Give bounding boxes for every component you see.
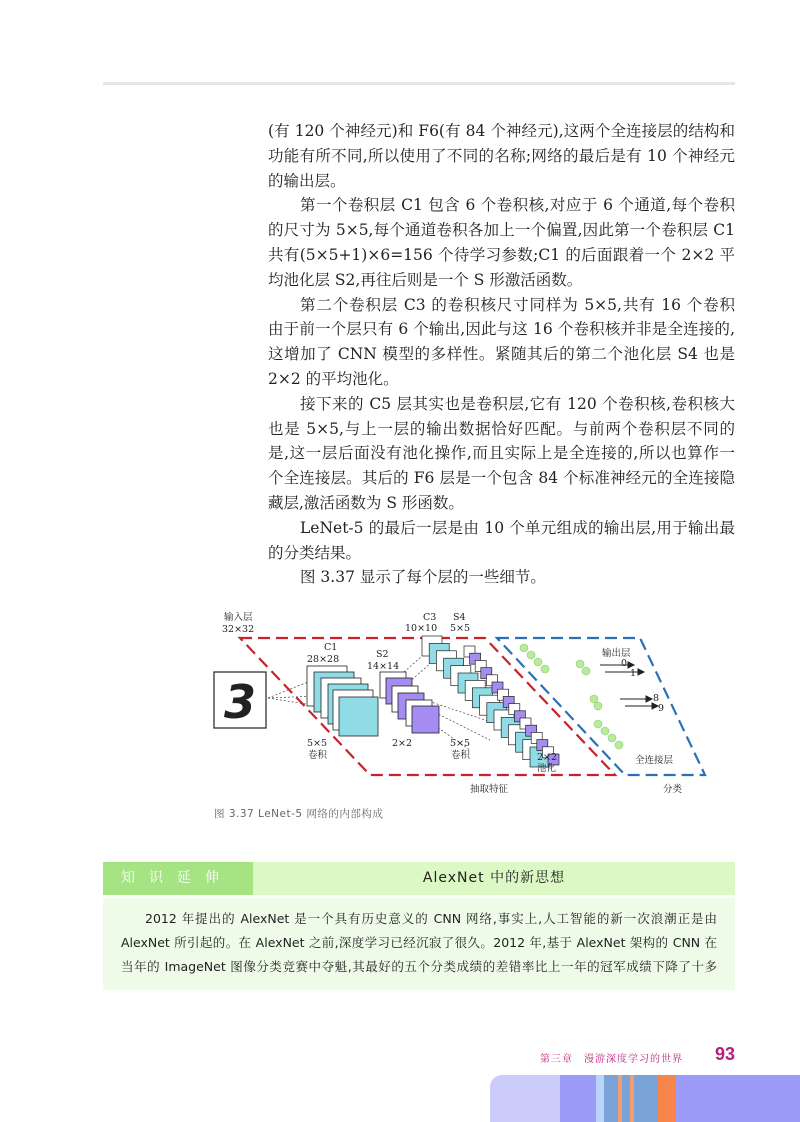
neuron bbox=[608, 734, 616, 742]
text-line: 图 3.37 显示了每个层的一些细节。 bbox=[300, 568, 546, 587]
c3-label: C3 bbox=[423, 612, 437, 623]
neuron bbox=[594, 720, 602, 728]
pool1-size: 2×2 bbox=[392, 738, 413, 749]
input-size: 32×32 bbox=[222, 624, 255, 635]
text-line: 均池化层 S2,再往后则是一个 S 形激活函数。 bbox=[268, 270, 583, 289]
neuron bbox=[576, 660, 584, 668]
text-line: 是,这一层后面没有池化操作,而且实际上是全连接的,所以也算作一 bbox=[268, 444, 735, 463]
pool2-op: 池化 bbox=[537, 763, 557, 774]
neuron bbox=[527, 651, 535, 659]
sidebar-line: 2012 年提出的 AlexNet 是一个具有历史意义的 CNN 网络,事实上,人工智能的新一次浪潮正是由 bbox=[145, 911, 717, 926]
figure-caption: 图 3.37 LeNet-5 网络的内部构成 bbox=[214, 808, 384, 820]
header-rule bbox=[103, 82, 735, 85]
neuron bbox=[615, 741, 623, 749]
text-line: 的分类结果。 bbox=[268, 543, 362, 562]
text-line: 第二个卷积层 C3 的卷积核尺寸同样为 5×5,共有 16 个卷积 bbox=[300, 295, 735, 314]
output-label: 输出层 bbox=[602, 648, 631, 659]
classify-label: 分类 bbox=[663, 784, 683, 795]
text-line: 个全连接层。其后的 F6 层是一个包含 84 个标准神经元的全连接隐 bbox=[268, 469, 735, 488]
pool2-size: 2×2 bbox=[537, 752, 558, 763]
text-line: 的尺寸为 5×5,每个通道卷积各加上一个偏置,因此第一个卷积层 C1 bbox=[268, 221, 735, 240]
conv1-op: 卷积 bbox=[308, 750, 328, 761]
page-number: 93 bbox=[715, 1044, 736, 1064]
sidebar-line: 当年的 ImageNet 图像分类竞赛中夺魁,其最好的五个分类成绩的差错率比上一年的冠军成绩下降了十多 bbox=[121, 959, 717, 974]
input-label: 输入层 bbox=[224, 612, 253, 623]
chapter-title: 第三章 漫游深度学习的世界 bbox=[540, 1054, 683, 1065]
neuron bbox=[520, 644, 528, 652]
conv2-op: 卷积 bbox=[451, 750, 471, 761]
text-line: 第一个卷积层 C1 包含 6 个卷积核,对应于 6 个通道,每个卷积 bbox=[300, 196, 735, 215]
neuron bbox=[541, 665, 549, 673]
text-line: 功能有所不同,所以使用了不同的名称;网络的最后是有 10 个神经元 bbox=[268, 146, 735, 165]
sidebar-box-body bbox=[103, 898, 735, 990]
body-text bbox=[268, 119, 735, 590]
text-line: 接下来的 C5 层其实也是卷积层,它有 120 个卷积核,卷积核大 bbox=[300, 394, 735, 413]
s4-label: S4 bbox=[453, 612, 466, 623]
sidebar-line: AlexNet 所引起的。在 AlexNet 之前,深度学习已经沉寂了很久。2012 年,基于 AlexNet 架构的 CNN 在 bbox=[121, 935, 717, 950]
c1-label: C1 bbox=[324, 642, 338, 653]
text-line: 这增加了 CNN 模型的多样性。紧随其后的第二个池化层 S4 也是 bbox=[268, 345, 735, 364]
text-line: 2×2 的平均池化。 bbox=[268, 369, 399, 388]
c3-size: 10×10 bbox=[405, 623, 438, 634]
text-line: 也是 5×5,与上一层的输出数据恰好匹配。与前两个卷积层不同的 bbox=[268, 419, 735, 438]
neuron bbox=[534, 658, 542, 666]
s2-size: 14×14 bbox=[367, 661, 400, 672]
c1-feature-maps bbox=[307, 666, 378, 736]
lenet-diagram bbox=[200, 600, 750, 800]
neuron bbox=[594, 702, 602, 710]
text-line: 由于前一个层只有 6 个输出,因此与这 16 个卷积核并非是全连接的, bbox=[268, 320, 735, 339]
feature-label: 抽取特征 bbox=[470, 784, 509, 795]
output-arrows bbox=[600, 662, 658, 709]
conv1-kernel: 5×5 bbox=[307, 738, 328, 749]
s2-label: S2 bbox=[376, 649, 389, 660]
c1-size: 28×28 bbox=[307, 654, 340, 665]
neuron bbox=[601, 727, 609, 735]
output-1: 1 bbox=[630, 668, 637, 679]
s2-feature-maps bbox=[380, 672, 439, 733]
text-line: 共有(5×5+1)×6=156 个待学习参数;C1 的后面跟着一个 2×2 平 bbox=[268, 245, 735, 264]
neuron bbox=[590, 695, 598, 703]
output-9: 9 bbox=[658, 703, 665, 714]
sidebar-box-title: AlexNet 中的新思想 bbox=[422, 870, 566, 886]
output-8: 8 bbox=[653, 693, 660, 704]
text-line: LeNet-5 的最后一层是由 10 个单元组成的输出层,用于输出最 bbox=[300, 518, 735, 537]
text-line: 藏层,激活函数为 S 形函数。 bbox=[268, 493, 464, 512]
text-line: 的输出层。 bbox=[268, 171, 346, 190]
output-0: 0 bbox=[621, 658, 628, 669]
text-line: (有 120 个神经元)和 F6(有 84 个神经元),这两个全连接层的结构和 bbox=[268, 122, 735, 140]
neuron bbox=[582, 667, 590, 675]
input-digit: 3 bbox=[223, 675, 257, 729]
s4-size: 5×5 bbox=[450, 623, 471, 634]
fc-label: 全连接层 bbox=[635, 755, 674, 766]
conv2-kernel: 5×5 bbox=[450, 738, 471, 749]
sidebar-box-tag: 知识延伸 bbox=[103, 862, 253, 895]
sidebar-box-header bbox=[103, 862, 735, 895]
